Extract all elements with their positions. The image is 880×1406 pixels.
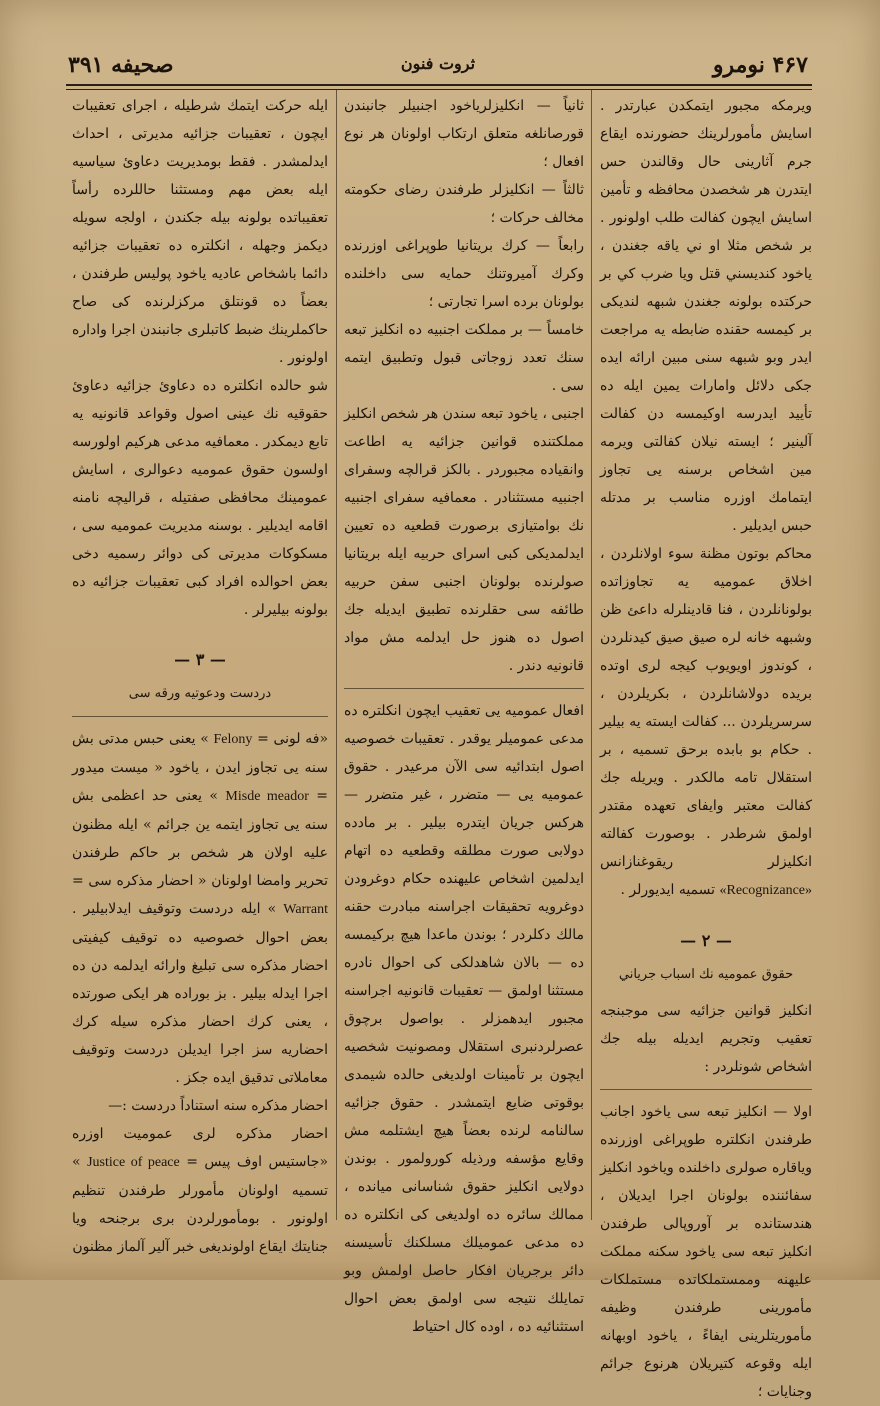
header-rule <box>66 84 812 90</box>
paragraph-text: » تسميه اولونان مأمورلر طرفندن تنظيم اولونور . بومأمورلردن برى برجنحه ويا جنايتك ايقاع اولونديغى خبر آلير آلماز مظنون <box>72 1154 328 1255</box>
paragraph: اجنبى ، ياخود تبعه سندن هر شخص انكليز مملكتنده قوانين جزائيه يه اطاعت وانقياده مجبوردر . بالكز قرالچه وسفراى اجنبيه مستثنادر . معمافيه سفراى اجنبيه نك بوامتيازى برصورت قطعيه ده تعيين ايدلمديكى كبى اسراى حربيه ايله بريتانيا صولرنده بولونان اجنبى سفن حربيه طائفه سى حقلرنده تطبيق ايديله جك اصول ده هنوز حل ايدلمه مش مواد قانونيه دندر . <box>344 406 584 674</box>
paragraph <box>72 725 328 1092</box>
section-title: دردست ودعوتيه ورقه سى <box>128 686 272 701</box>
latin-term: «Recognizance» <box>719 883 812 898</box>
column-divider <box>336 90 337 1220</box>
column-divider <box>591 90 592 1220</box>
paragraph: ويرمكه مجبور ايتمكدن عبارتدر . اسايش مأمورلرينك حضورنده ايقاع جرم آثارينى حال وقالندن حس ايتدرن هر شخصدن محافظه و تأمين اسايش ايچون كفالت طلب اولونور . بر شخص مثلا او ني ياقه جغندن ، ياخود كنديسني قتل ويا ضرب كي بر حركتده بولونه جغندن شبهه لنديكى بر كيمسه حقنده ضابطه يه مراجعت ايدر وبو شبهه سنى مبين ارائه ايده جكى دلائل وامارات يمين ايله ده تأييد ايدرسه اوكيمسه دن كفالت آلينير ؛ ايسته نيلان كفالتى ويرمه مين اشخاص برسنه يى تجاوز ايتمامك اوزره مناسب بر مدتله حبس ايديلير . <box>600 98 812 534</box>
page-header <box>68 52 808 82</box>
paragraph-text: » ايله دردست وتوقيف ايدلابيلير . بعض احوال خصوصيه ده توقيف كيفيتى احضار مذكره سى تبليغ وارائه ايدلمه دن ده اجرا ايدله بيلير . بز بوراده هر ايكى صورتده ، يعنى كرك احضار مذكره سيله كرك احضاريه سز اجرا ايديلن دردست وتوقيف معاملاتى تدقيق ايده جكز . <box>72 901 328 1086</box>
journal-title: ثروت فنون <box>400 54 476 73</box>
paragraph-text: احضار مذكره لرى عموميت اوزره «جاستيس اوف پيس = <box>72 1126 329 1170</box>
paragraph: انكليز قوانين جزائيه سى موجبنجه تعقيب وتجريم ايديله بيله جك اشخاص شونلردر : <box>600 1003 812 1075</box>
latin-term: Warrant <box>283 902 329 917</box>
paragraph: ايله حركت ايتمك شرطيله ، اجراى تعقيبات ايچون ، تعقيبات جزائيه مديرتى ، احداث ايدلمشدر . فقط بومديريت دعاوئ سياسيه ايله بعض مهم ومستثنا حاللرده رأساً تعقيباتده بولونه بيله جكندن ، اولجه سويله ديكمز وجهله ، انكلتره ده تعقيبات جزائيه دائما باشخاص عاديه ياخود پوليس طرفندن ، بعضاً ده قونتلق مركزلرنده كى صاح حاكملرينك ضبط كاتبلرى جانبندن اجرا واداره اولونور . <box>72 98 328 366</box>
latin-term: Felony <box>213 732 253 747</box>
paragraph-text: «فه لونى = <box>257 731 329 747</box>
paragraph-text: محاكم بوتون مظنة سوء اولانلردن ، اخلاق عموميه يه تجاوزاتده بولونانلردن ، فنا قادينلرله داعئ ظن وشبهه خانه لره صيق صيق كيدنلردن ، كوندوز اويويوب كيجه لرى اوتده بريده دولاشانلردن ، بكريلردن ، سرسريلردن ... كفالت ايسته يه بيلير . حكام بو بابده برحق تسميه ، بر استقلال تامه مالكدر . ويريله جك كفالت معتبر وايفاى تعهده مقتدر اولمق شرطدر . بوصورت كفالته انكليزلر ريقوغنازانس <box>600 546 812 870</box>
divider <box>600 1089 812 1090</box>
paragraph: ثانياً — انكليزلرياخود اجنبيلر جانبندن قورصانلغه متعلق ارتكاب اولونان هر نوع افعال ؛ <box>344 98 584 170</box>
middle-column <box>344 92 584 1335</box>
paragraph: احضار مذكره سنه استناداً دردست :— <box>108 1098 328 1114</box>
paragraph: رابعاً — كرك بريتانيا طوپراغى اوزرنده وكرك آميروتنك حمايه سى داخلنده بولونان برده اسرا تجارتى ؛ <box>344 238 584 310</box>
section-number: — ۲ — <box>680 931 732 950</box>
issue-number: ۴۶۷ نومرو <box>712 52 808 78</box>
paragraph-text: » يعنى حد اعظمى بش سنه يى تجاوز ايتمه ين جرائم » ايله مظنون عليه اولان هر شخص بر حاكم طرفندن تحرير وامضا اولونان « احضار مذكره سى = <box>72 788 328 889</box>
page-number: صحيفه ۳۹۱ <box>68 52 174 78</box>
section-number: — ۳ — <box>174 650 226 669</box>
paragraph <box>600 540 812 905</box>
paragraph-text: » يعنى حبس مدتى بش سنه يى تجاوز ايدن ، ياخود « ميست ميدور = <box>72 731 329 804</box>
paragraph: اولا — انكليز تبعه سى ياخود اجانب طرفندن انكلتره طوپراغى اوزرنده وياقاره صولرى داخلنده وياخود انكليز سفائننده بولونان اجرا ايديلان ، هندستانده بر آوروپالى طرفندن انكليز تبعه سى ياخود سكنه مملكت عليهنه وممستملكاتده مستملكات مأمورينى طرفندن وظيفه مأموريتلرينى ايفاءً ، ياخود اوبهانه ايله وقوعه كتيريلان هرنوع جرائم وجنايات ؛ <box>600 1104 812 1400</box>
paragraph: افعال عموميه يى تعقيب ايچون انكلتره ده مدعى عموميلر يوقدر . تعقيبات خصوصيه اصول ابتدائيه سى الآن مرعيدر . حقوق عموميه يى — متضرر ، غير متضرر — هركس جريان ايتدره بيلير . بر مادده دولابى صورت مطلقه وقطعيه ده اتهام ايدلمين اشخاص عليهنده حكام دوغرودن دوغرويه تحقيقات اجراسنه مبادرت حقنه مالك دكلردر ؛ بوندن ماعدا هيچ بركيمسه ده — بالان شاهدلكى كى احوال نادره مستثنا اولمق — تعقيبات قانونيه اجراسنه مجبور ايدهمزلر . بواصول برچوق عصرلردنبرى استقلال ومصونيت شخصيه ايچون بر تأمينات اولديغى حالده شيمدى بوقوتى ضايع ايتمشدر . حقوق جزائيه سالنامه لرنده بعضاً هيچ ايشتلمه مش وقايع مؤسفه ورذيله كورولمور . بوندن دولايى انكليز حقوق شناسانى ميانده ، ممالك سائره ده اولديغى كى انكلتره ده ده مدعى عموميلك مسلكنك تأسيسنه دائر برجريان افكار حاصل اولمش وبو تمايلك نتيجه سى اولمق بعض احوال استثنائيه ده ، اوده كال احتياط <box>344 703 584 1335</box>
section-title: حقوق عموميه نك اسباب جرياني <box>618 967 794 982</box>
paragraph <box>72 1120 328 1261</box>
paragraph: شو حالده انكلتره ده دعاوئ جزائيه دعاوئ حقوقيه نك عينى اصول وقواعد قانونيه يه تابع ديمكدر . معمافيه مدعى هركيم اولورسه اولسون حقوق عموميه دعوالرى ، اسايش عمومينك محافظى صفتيله ، قراليچه نامنه اقامه ايديلير . بوسنه مديريت عموميه سى ، مسكوكات مديرتى كى دوائر رسميه دخى بعض احوالده افراد كبى تعقيبات جزائيه ده بولونه بيليرلر . <box>72 378 328 618</box>
divider <box>72 716 328 717</box>
left-column <box>72 92 329 1255</box>
latin-term: Misde meador <box>225 789 309 804</box>
right-column <box>600 92 812 1400</box>
divider <box>344 688 584 689</box>
paragraph-text: تسميه ايديورلر . <box>620 882 716 898</box>
paragraph: ثالثاً — انكليزلر طرفندن رضاى حكومته مخالف حركات ؛ <box>344 182 584 226</box>
paragraph: خامساً — بر مملكت اجنبيه ده انكليز تبعه سنك تعدد زوجاتى قبول وتطبيق ايتمه سى . <box>344 322 584 394</box>
latin-term: Justice of peace <box>87 1155 180 1170</box>
